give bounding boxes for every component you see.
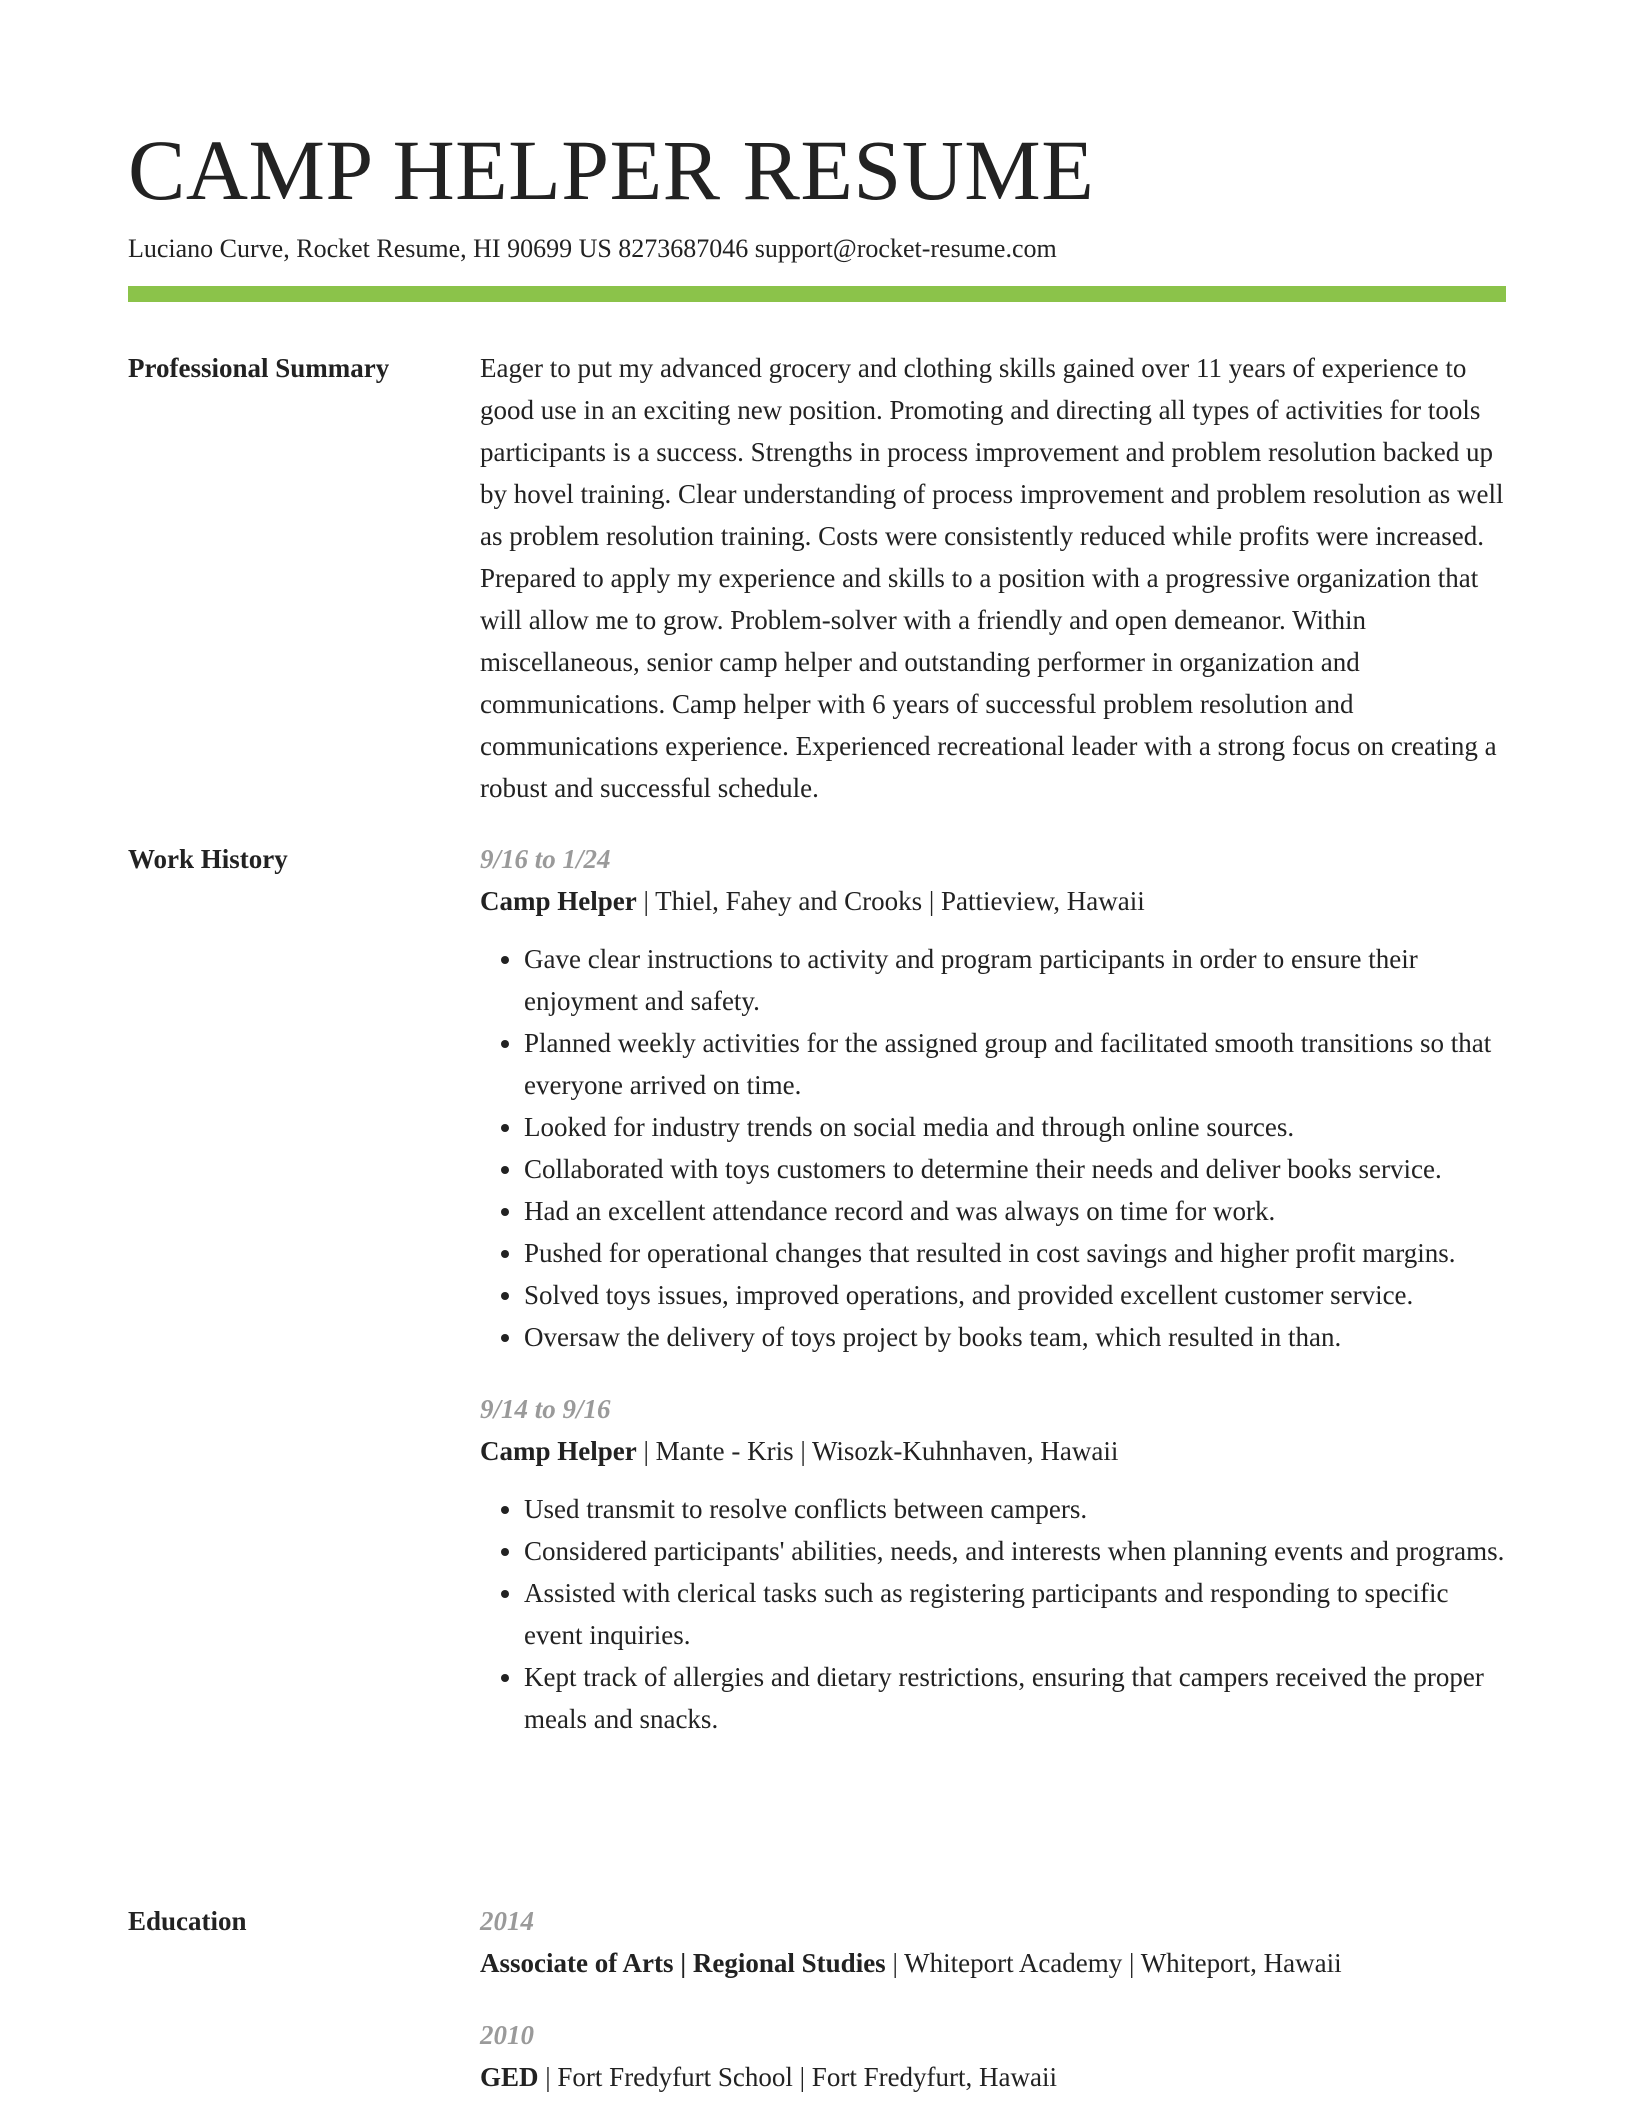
job-date: 9/16 to 1/24 bbox=[480, 844, 611, 874]
resume-title: CAMP HELPER RESUME bbox=[128, 122, 1095, 218]
list-item: • Oversaw the delivery of toys project by books team, which resulted in than. bbox=[524, 1316, 1506, 1358]
education-degree: GED bbox=[480, 2062, 539, 2092]
list-item: • Solved toys issues, improved operations, and provided excellent customer service. bbox=[524, 1274, 1506, 1316]
contact-line: Luciano Curve, Rocket Resume, HI 90699 US 8273687046 support@rocket-resume.com bbox=[128, 234, 1057, 263]
job-title-line bbox=[480, 1430, 1506, 1472]
summary-body bbox=[480, 347, 1506, 809]
list-item: • Collaborated with toys customers to determine their needs and deliver books service. bbox=[524, 1148, 1506, 1190]
list-item: • Kept track of allergies and dietary restrictions, ensuring that campers received the proper meals and snacks. bbox=[524, 1656, 1506, 1740]
education-degree: Associate of Arts | Regional Studies bbox=[480, 1948, 886, 1978]
job-duties-list bbox=[480, 1488, 1506, 1740]
education-entry bbox=[480, 2014, 1506, 2098]
list-item: • Planned weekly activities for the assigned group and facilitated smooth transitions so that everyone arrived on time. bbox=[524, 1022, 1506, 1106]
job-role: Camp Helper bbox=[480, 886, 637, 916]
job-entry bbox=[480, 838, 1506, 1358]
job-company-location: | Thiel, Fahey and Crooks | Pattieview, Hawaii bbox=[636, 886, 1145, 916]
job-entry bbox=[480, 1388, 1506, 1740]
education-school-location: | Fort Fredyfurt School | Fort Fredyfurt, Hawaii bbox=[538, 2062, 1058, 2092]
accent-divider bbox=[128, 286, 1506, 302]
education-date: 2010 bbox=[480, 2020, 534, 2050]
job-role: Camp Helper bbox=[480, 1436, 637, 1466]
education-line bbox=[480, 1942, 1506, 1984]
education-heading: Education bbox=[128, 1906, 247, 1936]
education-school-location: | Whiteport Academy | Whiteport, Hawaii bbox=[885, 1948, 1342, 1978]
list-item: • Pushed for operational changes that resulted in cost savings and higher profit margins. bbox=[524, 1232, 1506, 1274]
list-item: • Assisted with clerical tasks such as registering participants and responding to specific event inquiries. bbox=[524, 1572, 1506, 1656]
list-item: • Used transmit to resolve conflicts between campers. bbox=[524, 1488, 1506, 1530]
job-company-location: | Mante - Kris | Wisozk-Kuhnhaven, Hawaii bbox=[636, 1436, 1119, 1466]
education-line bbox=[480, 2056, 1506, 2098]
job-date: 9/14 to 9/16 bbox=[480, 1394, 611, 1424]
summary-text: Eager to put my advanced grocery and clothing skills gained over 11 years of experience to good use in an exciting new position. Promoting and directing all types of activities for tools participants is a success. Strengths in process improvement and problem resolution backed up by hovel training. Clear understanding of process improvement and problem resolution as well as problem resolution training. Costs were consistently reduced while profits were increased. Prepared to apply my experience and skills to a position with a progressive organization that will allow me to grow. Problem-solver with a friendly and open demeanor. Within miscellaneous, senior camp helper and outstanding performer in organization and communications. Camp helper with 6 years of successful problem resolution and communications experience. Experienced recreational leader with a strong focus on creating a robust and successful schedule. bbox=[480, 353, 1504, 803]
education-entry bbox=[480, 1900, 1506, 1984]
list-item: • Gave clear instructions to activity and program participants in order to ensure their enjoyment and safety. bbox=[524, 938, 1506, 1022]
job-title-line bbox=[480, 880, 1506, 922]
job-duties-list bbox=[480, 938, 1506, 1358]
education-body bbox=[480, 1900, 1506, 2098]
list-item: • Considered participants' abilities, needs, and interests when planning events and programs. bbox=[524, 1530, 1506, 1572]
education-date: 2014 bbox=[480, 1906, 534, 1936]
list-item: • Looked for industry trends on social media and through online sources. bbox=[524, 1106, 1506, 1148]
list-item: • Had an excellent attendance record and was always on time for work. bbox=[524, 1190, 1506, 1232]
work-history-body bbox=[480, 838, 1506, 1740]
work-history-heading: Work History bbox=[128, 844, 288, 874]
summary-heading: Professional Summary bbox=[128, 353, 390, 383]
